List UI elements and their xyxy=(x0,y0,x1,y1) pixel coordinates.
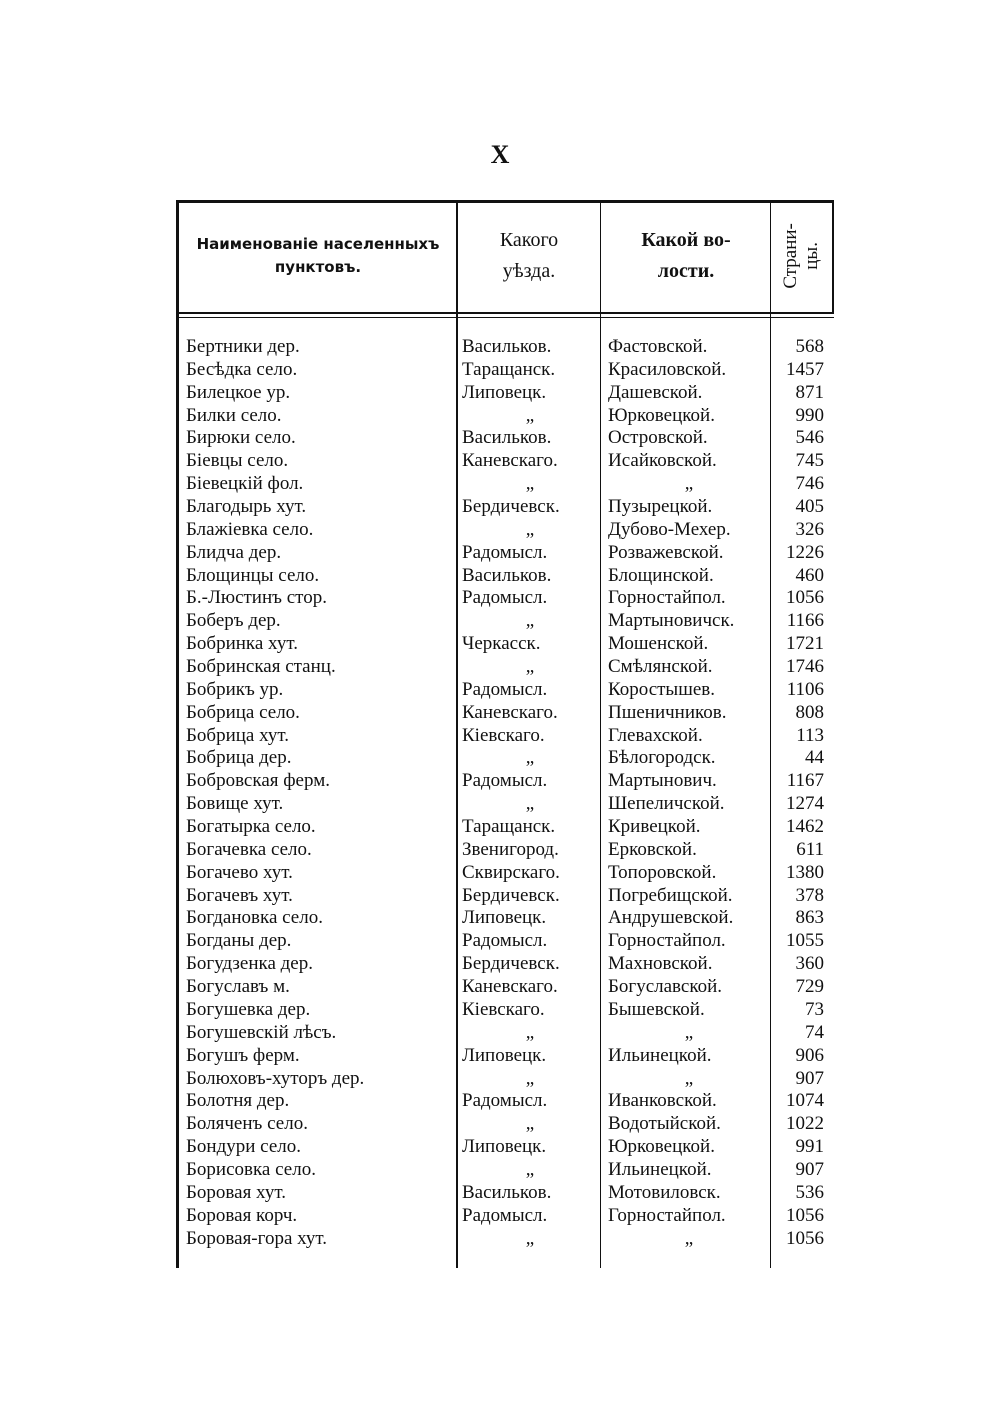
table-row xyxy=(176,1068,834,1091)
page-number-cell: 863 xyxy=(795,907,824,929)
volost-cell: Шепеличской. xyxy=(608,793,725,815)
table-row xyxy=(176,382,834,405)
uezd-cell: Радомысл. xyxy=(462,587,548,609)
uezd-cell: Радомысл. xyxy=(462,1204,548,1226)
volost-cell: Островской. xyxy=(608,427,708,449)
page-number-cell: 1274 xyxy=(786,793,824,815)
settlement-name-cell: Блажіевка село. xyxy=(186,518,314,540)
page-number-cell: 360 xyxy=(795,953,824,975)
volost-cell: Блощинской. xyxy=(608,564,714,586)
page-number-cell: 1721 xyxy=(786,633,824,655)
settlement-name-cell: Борисовка село. xyxy=(186,1158,316,1180)
uezd-cell: „ xyxy=(525,610,535,632)
page-number-cell: 460 xyxy=(795,564,824,586)
uezd-cell: Липовецк. xyxy=(462,1136,547,1158)
page-number-cell: 1022 xyxy=(786,1113,824,1135)
settlement-name-cell: Болюховъ-хуторъ дер. xyxy=(186,1067,365,1089)
table-row xyxy=(176,610,834,633)
header-bottom-rule-2 xyxy=(176,317,834,318)
table-row xyxy=(176,1228,834,1251)
uezd-cell: Каневскаго. xyxy=(462,976,558,998)
volost-cell: Красиловской. xyxy=(608,358,727,380)
volost-cell: Розважевской. xyxy=(608,541,724,563)
volost-cell: Иванковской. xyxy=(608,1090,717,1112)
header-pages-line-1: Страни- xyxy=(780,223,802,289)
uezd-cell: „ xyxy=(525,1227,535,1249)
uezd-cell: Каневскаго. xyxy=(462,450,558,472)
uezd-cell: Васильков. xyxy=(462,427,552,449)
header-name-line-2: пунктовъ. xyxy=(274,258,362,276)
uezd-cell: „ xyxy=(525,473,535,495)
page-number-cell: 405 xyxy=(795,496,824,518)
uezd-cell: Радомысл. xyxy=(462,1090,548,1112)
settlement-name-cell: Боберъ дер. xyxy=(186,610,281,632)
uezd-cell: „ xyxy=(525,1158,535,1180)
table-row xyxy=(176,450,834,473)
uezd-cell: Сквирскаго. xyxy=(462,861,560,883)
settlement-name-cell: Бондури село. xyxy=(186,1136,301,1158)
settlement-name-cell: Бобрица дер. xyxy=(186,747,292,769)
header-pages-line-2: цы. xyxy=(801,242,822,270)
volost-cell: „ xyxy=(684,1067,694,1089)
settlement-name-cell: Блидча дер. xyxy=(186,541,282,563)
table-row xyxy=(176,1045,834,1068)
page-number-cell: 1462 xyxy=(786,816,824,838)
settlement-name-cell: Болотня дер. xyxy=(186,1090,290,1112)
settlement-name-cell: Бирюки село. xyxy=(186,427,296,449)
volost-cell: Мартыновичск. xyxy=(608,610,735,632)
table-row xyxy=(176,336,834,359)
uezd-cell: Васильков. xyxy=(462,336,552,357)
volost-cell: Топоровской. xyxy=(608,861,717,883)
uezd-cell: „ xyxy=(525,656,535,678)
table-body xyxy=(176,336,834,1250)
header-settlement-name xyxy=(180,200,456,312)
header-uezd xyxy=(458,200,600,312)
uezd-cell: Васильков. xyxy=(462,1181,552,1203)
page-number-cell: 113 xyxy=(796,724,824,746)
uezd-cell: „ xyxy=(525,1067,535,1089)
page-number-cell: 1746 xyxy=(786,656,824,678)
uezd-cell: „ xyxy=(525,404,535,426)
header-pages xyxy=(772,200,832,312)
volost-cell: Дашевской. xyxy=(608,381,703,403)
uezd-cell: Липовецк. xyxy=(462,1044,547,1066)
header-volost-line-2: лости. xyxy=(657,260,715,282)
table-right-border xyxy=(832,200,834,312)
page-number-cell: 1166 xyxy=(786,610,824,632)
page-number-cell: 1056 xyxy=(786,1227,824,1249)
page-number-cell: 326 xyxy=(795,518,824,540)
settlement-name-cell: Бобровская ферм. xyxy=(186,770,330,792)
uezd-cell: Кіевскаго. xyxy=(462,998,545,1020)
table-row xyxy=(176,473,834,496)
uezd-cell: Таращанск. xyxy=(462,358,556,380)
settlement-name-cell: Богачевка село. xyxy=(186,838,312,860)
settlement-name-cell: Богдановка село. xyxy=(186,907,323,929)
uezd-cell: Бердичевск. xyxy=(462,884,560,906)
page-number-cell: 729 xyxy=(795,976,824,998)
settlement-name-cell: Богушевка дер. xyxy=(186,998,311,1020)
page-number-cell: 73 xyxy=(805,998,824,1020)
volost-cell: Горностайпол. xyxy=(608,1204,726,1226)
volost-cell: „ xyxy=(684,1227,694,1249)
volost-cell: Мотовиловск. xyxy=(608,1181,721,1203)
page-number-cell: 745 xyxy=(795,450,824,472)
table-row xyxy=(176,1205,834,1228)
page-number-cell: 611 xyxy=(796,838,824,860)
settlement-name-cell: Богуславъ м. xyxy=(186,976,290,998)
uezd-cell: Радомысл. xyxy=(462,770,548,792)
page-number-cell: 907 xyxy=(795,1158,824,1180)
volost-cell: Смѣлянской. xyxy=(608,656,713,678)
volost-cell: Пшеничников. xyxy=(608,701,727,723)
table-row xyxy=(176,405,834,428)
volost-cell: Исайковской. xyxy=(608,450,717,472)
page-number-cell: 44 xyxy=(805,747,824,769)
uezd-cell: Черкасск. xyxy=(462,633,541,655)
page-number-cell: 1457 xyxy=(786,358,824,380)
volost-cell: Юрковецкой. xyxy=(608,404,715,426)
settlement-name-cell: Боровая-гора хут. xyxy=(186,1227,328,1249)
volost-cell: Богуславской. xyxy=(608,976,723,998)
volost-cell: Махновской. xyxy=(608,953,713,975)
header-name-line-1: Наименованіе населенныхъ xyxy=(196,234,440,253)
table-row xyxy=(176,930,834,953)
volost-cell: Фастовской. xyxy=(608,336,708,357)
page-number-cell: 1380 xyxy=(786,861,824,883)
uezd-cell: Радомысл. xyxy=(462,930,548,952)
settlement-name-cell: Біевецкій фол. xyxy=(186,473,304,495)
table-row xyxy=(176,519,834,542)
volost-cell: Пузырецкой. xyxy=(608,496,713,518)
table-row xyxy=(176,862,834,885)
page-number-cell: 568 xyxy=(795,336,824,357)
uezd-cell: Бердичевск. xyxy=(462,953,560,975)
uezd-cell: Липовецк. xyxy=(462,381,547,403)
settlement-name-cell: Бобринка хут. xyxy=(186,633,298,655)
settlement-name-cell: Блощинцы село. xyxy=(186,564,320,586)
volost-cell: Мошенской. xyxy=(608,633,709,655)
table-row xyxy=(176,679,834,702)
page-number-cell: 871 xyxy=(795,381,824,403)
table-row xyxy=(176,816,834,839)
table-row xyxy=(176,1022,834,1045)
table-row xyxy=(176,1159,834,1182)
volost-cell: Андрушевской. xyxy=(608,907,734,929)
settlement-name-cell: Бобринская станц. xyxy=(186,656,336,678)
settlement-name-cell: Бовище хут. xyxy=(186,793,284,815)
volost-cell: Водотыйской. xyxy=(608,1113,721,1135)
table-row xyxy=(176,839,834,862)
settlements-table xyxy=(176,200,834,1268)
settlement-name-cell: Боляченъ село. xyxy=(186,1113,308,1135)
page-number-cell: 1106 xyxy=(786,678,824,700)
uezd-cell: Бердичевск. xyxy=(462,496,560,518)
uezd-cell: „ xyxy=(525,518,535,540)
uezd-cell: Липовецк. xyxy=(462,907,547,929)
volost-cell: Глевахской. xyxy=(608,724,703,746)
table-row xyxy=(176,496,834,519)
page-number-cell: 746 xyxy=(795,473,824,495)
header-volost xyxy=(602,200,770,312)
settlement-name-cell: Бобрикъ ур. xyxy=(186,678,284,700)
settlement-name-cell: Боровая корч. xyxy=(186,1204,298,1226)
settlement-name-cell: Билки село. xyxy=(186,404,282,426)
table-row xyxy=(176,702,834,725)
table-row xyxy=(176,427,834,450)
settlement-name-cell: Богушевскій лѣсъ. xyxy=(186,1021,337,1043)
uezd-cell: Таращанск. xyxy=(462,816,556,838)
table-row xyxy=(176,1136,834,1159)
page-number-cell: 1056 xyxy=(786,1204,824,1226)
settlement-name-cell: Бобрица хут. xyxy=(186,724,289,746)
header-uezd-line-1: Какого xyxy=(499,229,559,251)
table-row xyxy=(176,1090,834,1113)
header-pages-rotated xyxy=(781,223,823,289)
page-number-cell: 546 xyxy=(795,427,824,449)
settlement-name-cell: Билецкое ур. xyxy=(186,381,291,403)
uezd-cell: „ xyxy=(525,793,535,815)
table-row xyxy=(176,1113,834,1136)
page-number-cell: 378 xyxy=(795,884,824,906)
uezd-cell: Каневскаго. xyxy=(462,701,558,723)
uezd-cell: Радомысл. xyxy=(462,541,548,563)
table-row xyxy=(176,793,834,816)
table-row xyxy=(176,565,834,588)
uezd-cell: „ xyxy=(525,747,535,769)
page-number-cell: 74 xyxy=(805,1021,824,1043)
page-number-cell: 1055 xyxy=(786,930,824,952)
table-row xyxy=(176,587,834,610)
volost-cell: Горностайпол. xyxy=(608,930,726,952)
uezd-cell: „ xyxy=(525,1021,535,1043)
page-number-cell: 536 xyxy=(795,1181,824,1203)
settlement-name-cell: Богданы дер. xyxy=(186,930,292,952)
volost-cell: Кривецкой. xyxy=(608,816,701,838)
uezd-cell: „ xyxy=(525,1113,535,1135)
settlement-name-cell: Біевцы село. xyxy=(186,450,289,472)
settlement-name-cell: Боровая хут. xyxy=(186,1181,286,1203)
settlement-name-cell: Богудзенка дер. xyxy=(186,953,313,975)
page-number-cell: 1167 xyxy=(786,770,824,792)
page-number-cell: 808 xyxy=(795,701,824,723)
uezd-cell: Кіевскаго. xyxy=(462,724,545,746)
header-volost-line-1: Какой во- xyxy=(641,229,731,251)
table-row xyxy=(176,999,834,1022)
uezd-cell: Звенигород. xyxy=(462,838,559,860)
volost-cell: Ильинецкой. xyxy=(608,1158,712,1180)
table-row xyxy=(176,1182,834,1205)
table-row xyxy=(176,633,834,656)
settlement-name-cell: Бертники дер. xyxy=(186,336,300,357)
page-number-cell: 906 xyxy=(795,1044,824,1066)
table-row xyxy=(176,953,834,976)
volost-cell: Ерковской. xyxy=(608,838,697,860)
volost-cell: Горностайпол. xyxy=(608,587,726,609)
table-row xyxy=(176,907,834,930)
uezd-cell: Радомысл. xyxy=(462,678,548,700)
volost-cell: Погребищской. xyxy=(608,884,733,906)
volost-cell: Юрковецкой. xyxy=(608,1136,715,1158)
header-bottom-rule xyxy=(176,312,834,314)
header-uezd-line-2: уѣзда. xyxy=(502,260,556,282)
page-number-cell: 1074 xyxy=(786,1090,824,1112)
page-number-cell: 990 xyxy=(795,404,824,426)
volost-cell: Ильинецкой. xyxy=(608,1044,712,1066)
volost-cell: Мартынович. xyxy=(608,770,717,792)
volost-cell: Бышевской. xyxy=(608,998,705,1020)
table-row xyxy=(176,885,834,908)
settlement-name-cell: Богачево хут. xyxy=(186,861,293,883)
page-number-cell: 907 xyxy=(795,1067,824,1089)
page-number-cell: 1056 xyxy=(786,587,824,609)
table-row xyxy=(176,656,834,679)
table-row xyxy=(176,770,834,793)
settlement-name-cell: Благодырь хут. xyxy=(186,496,307,518)
volost-cell: „ xyxy=(684,1021,694,1043)
table-row xyxy=(176,359,834,382)
volost-cell: Бѣлогородск. xyxy=(608,747,716,769)
table-row xyxy=(176,725,834,748)
table-row xyxy=(176,976,834,999)
settlement-name-cell: Богатырка село. xyxy=(186,816,316,838)
settlement-name-cell: Богушъ ферм. xyxy=(186,1044,300,1066)
page-number-cell: 1226 xyxy=(786,541,824,563)
volost-cell: Коростышев. xyxy=(608,678,715,700)
settlement-name-cell: Богачевъ хут. xyxy=(186,884,293,906)
table-row xyxy=(176,542,834,565)
settlement-name-cell: Б.-Люстинъ стор. xyxy=(186,587,327,609)
settlement-name-cell: Бесѣдка село. xyxy=(186,358,298,380)
volost-cell: Дубово-Мехер. xyxy=(608,518,731,540)
volost-cell: „ xyxy=(684,473,694,495)
page-number-cell: 991 xyxy=(795,1136,824,1158)
page-number: X xyxy=(490,140,510,169)
uezd-cell: Васильков. xyxy=(462,564,552,586)
settlement-name-cell: Бобрица село. xyxy=(186,701,300,723)
table-row xyxy=(176,747,834,770)
